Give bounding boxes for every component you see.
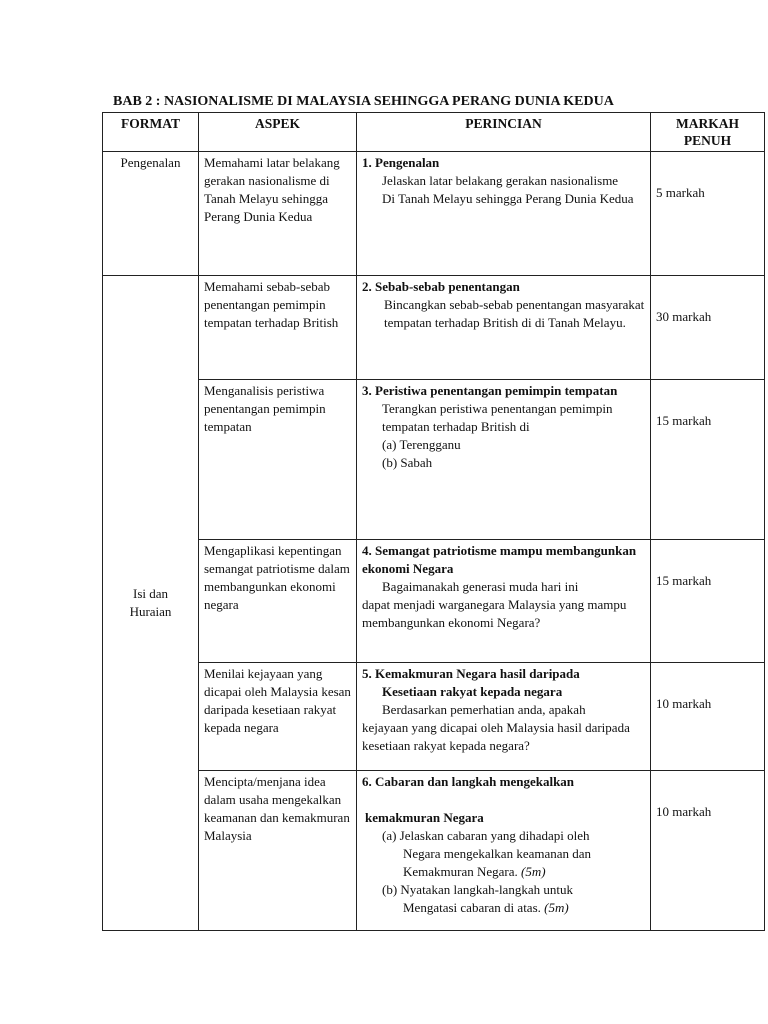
- sub-item-b-mark: (5m): [544, 900, 569, 915]
- item-heading: 3. Peristiwa penentangan pemimpin tempatan: [362, 383, 618, 398]
- markah-cell: 5 markah: [651, 152, 765, 276]
- markah-cell: 15 markah: [651, 380, 765, 540]
- document-title: BAB 2 : NASIONALISME DI MALAYSIA SEHINGGA PERANG DUNIA KEDUA: [113, 94, 614, 109]
- table-row: [103, 540, 765, 663]
- sub-item-b-text-end: Mengatasi cabaran di atas.: [403, 900, 541, 915]
- item-heading: 6. Cabaran dan langkah mengekalkan: [362, 774, 575, 789]
- aspek-cell: Mengaplikasi kepentingan semangat patriotisme dalam membangunkan ekonomi negara: [199, 540, 357, 663]
- sub-item-b-text: [362, 899, 645, 917]
- header-markah-line2: PENUH: [683, 133, 732, 148]
- format-isi-line2: Huraian: [129, 604, 172, 619]
- sub-item-b: (b) Sabah: [382, 455, 433, 470]
- header-format: FORMAT: [103, 113, 199, 152]
- format-isi-huraian: [103, 276, 199, 931]
- perincian-cell: [357, 663, 651, 771]
- header-markah-line1: MARKAH: [676, 116, 739, 131]
- item-text: Berdasarkan pemerhatian anda, apakah: [382, 702, 586, 717]
- header-aspek: ASPEK: [199, 113, 357, 152]
- item-text: Di Tanah Melayu sehingga Perang Dunia Kedua: [382, 191, 634, 206]
- header-row: [103, 113, 765, 152]
- aspek-cell: Memahami latar belakang gerakan nasionalisme di Tanah Melayu sehingga Perang Dunia Kedua: [199, 152, 357, 276]
- table-row: [103, 152, 765, 276]
- perincian-cell: [357, 152, 651, 276]
- perincian-cell: [357, 276, 651, 380]
- table-row: [103, 771, 765, 931]
- table-row: [103, 380, 765, 540]
- item-heading-cont: Kesetiaan rakyat kepada negara: [382, 684, 563, 699]
- perincian-cell: [357, 771, 651, 931]
- markah-cell: 10 markah: [651, 663, 765, 771]
- aspek-cell: Mencipta/menjana idea dalam usaha mengekalkan keamanan dan kemakmuran Malaysia: [199, 771, 357, 931]
- table-row: [103, 663, 765, 771]
- sub-item-a-mark: (5m): [521, 864, 546, 879]
- item-heading-cont: kemakmuran Negara: [365, 810, 484, 825]
- table-row: [103, 276, 765, 380]
- header-markah: [651, 113, 765, 152]
- item-text: kejayaan yang dicapai oleh Malaysia hasil daripada kesetiaan rakyat kepada negara?: [362, 720, 630, 753]
- sub-item-a-text: Negara mengekalkan keamanan dan: [403, 846, 592, 861]
- format-pengenalan: Pengenalan: [103, 152, 199, 276]
- format-isi-line1: Isi dan: [132, 586, 169, 601]
- aspek-cell: Memahami sebab-sebab penentangan pemimpin tempatan terhadap British: [199, 276, 357, 380]
- item-text: Terangkan peristiwa penentangan pemimpin: [382, 401, 613, 416]
- item-heading: 1. Pengenalan: [362, 155, 440, 170]
- item-text: tempatan terhadap British di: [382, 419, 530, 434]
- item-text: Jelaskan latar belakang gerakan nasionalisme: [382, 173, 619, 188]
- sub-item-a-text: [362, 863, 645, 881]
- item-text: dapat menjadi warganegara Malaysia yang mampu membangunkan ekonomi Negara?: [362, 597, 627, 630]
- header-perincian: PERINCIAN: [357, 113, 651, 152]
- perincian-cell: [357, 380, 651, 540]
- sub-item-a-text-end: Kemakmuran Negara.: [403, 864, 518, 879]
- item-heading: 5. Kemakmuran Negara hasil daripada: [362, 666, 580, 681]
- aspek-cell: Menilai kejayaan yang dicapai oleh Malaysia kesan daripada kesetiaan rakyat kepada negara: [199, 663, 357, 771]
- markah-cell: 15 markah: [651, 540, 765, 663]
- aspek-cell: Menganalisis peristiwa penentangan pemimpin tempatan: [199, 380, 357, 540]
- markah-cell: 10 markah: [651, 771, 765, 931]
- sub-item-a: (a) Terengganu: [382, 437, 461, 452]
- sub-item-b: (b) Nyatakan langkah-langkah untuk: [382, 882, 573, 897]
- spacer: [362, 791, 645, 809]
- marking-scheme-table: [102, 112, 765, 931]
- item-heading: 2. Sebab-sebab penentangan: [362, 279, 520, 294]
- item-text: Bagaimanakah generasi muda hari ini: [382, 579, 579, 594]
- sub-item-a: (a) Jelaskan cabaran yang dihadapi oleh: [382, 828, 590, 843]
- item-heading: 4. Semangat patriotisme mampu membangunkan ekonomi Negara: [362, 543, 637, 576]
- item-text: Bincangkan sebab-sebab penentangan masyarakat tempatan terhadap British di di Tanah Melayu.: [384, 297, 645, 330]
- markah-cell: 30 markah: [651, 276, 765, 380]
- perincian-cell: [357, 540, 651, 663]
